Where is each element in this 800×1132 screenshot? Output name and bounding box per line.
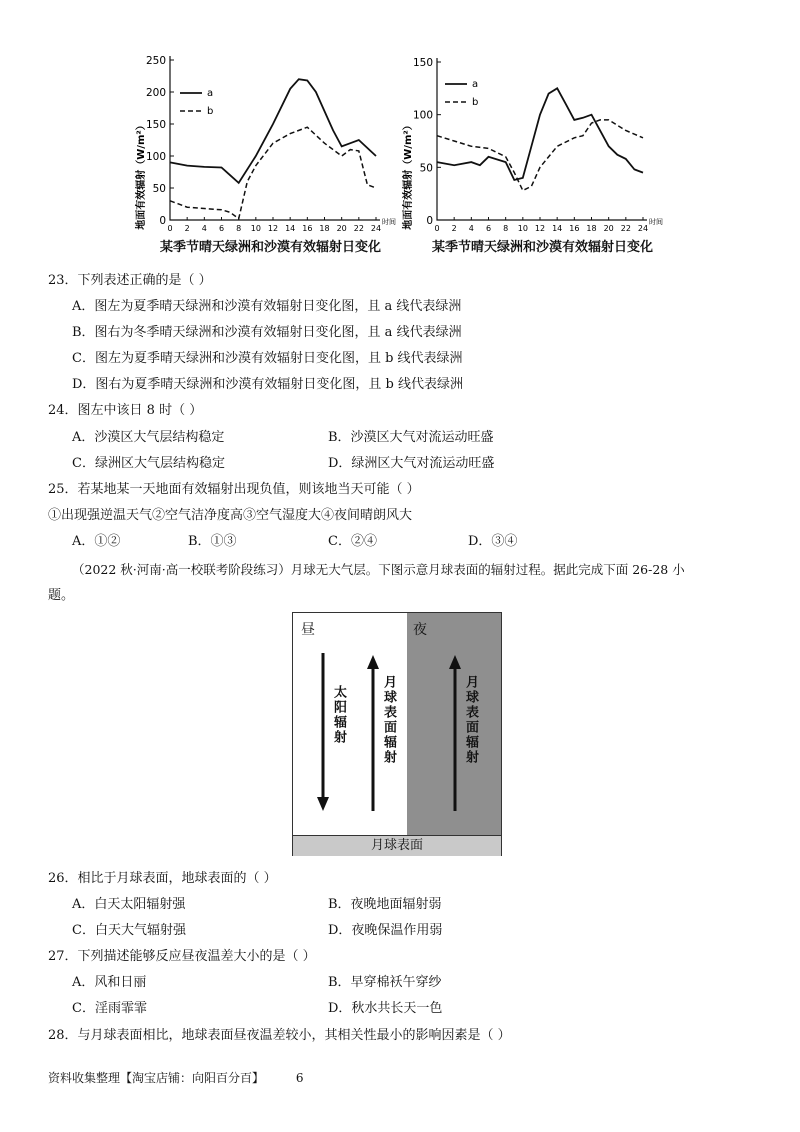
x-tick-label: 16: [569, 224, 580, 233]
x-tick-label: 8: [236, 224, 242, 233]
question-24-stem: 24．图左中该日 8 时（ ）: [48, 403, 203, 418]
left-chart-caption: 某季节晴天绿洲和沙漠有效辐射日变化: [160, 240, 382, 255]
right-plot-lines: [437, 88, 643, 190]
x-tick-label: 22: [620, 224, 631, 233]
q23-option-c: C．图左为夏季晴天绿洲和沙漠有效辐射日变化图，且 b 线代表绿洲: [72, 351, 463, 366]
y-tick-label: 50: [152, 183, 166, 195]
right-legend: [445, 79, 478, 108]
material-intro-line-1: （2022 秋·河南·高一校联考阶段练习）月球无大气层。下图示意月球表面的辐射过程。据此完成下面 26-28 小: [72, 562, 685, 577]
q26-option-c: C．白天大气辐射强: [72, 923, 186, 938]
day-label: 昼: [301, 622, 315, 638]
q23-option-a: A．图左为夏季晴天绿洲和沙漠有效辐射日变化图，且 a 线代表绿洲: [72, 299, 462, 314]
x-tick-label: 20: [336, 224, 347, 233]
material-intro-line-2: 题。: [48, 588, 75, 603]
y-tick-label: 100: [145, 151, 166, 163]
page-number: 6: [295, 1071, 304, 1085]
down-arrow-icon: [317, 797, 329, 811]
x-tick-label: 6: [485, 224, 492, 233]
y-tick-label: 200: [145, 87, 166, 99]
left-y-axis-title: 地面有效辐射（W/m²）: [136, 120, 147, 230]
q26-option-d: D．夜晚保温作用弱: [328, 923, 443, 938]
moon-radiation-night-label: 月球表面辐射: [463, 675, 478, 765]
x-tick-label: 12: [534, 224, 546, 233]
q25-option-a: A．①②: [72, 534, 121, 549]
footer: [48, 1069, 303, 1086]
q24-option-a: A．沙漠区大气层结构稳定: [72, 430, 225, 445]
x-tick-label: 10: [517, 224, 528, 233]
question-27-stem: 27．下列描述能够反应昼夜温差大小的是（ ）: [48, 949, 316, 964]
q27-option-a: A．风和日丽: [72, 975, 147, 990]
x-tick-label: 6: [218, 224, 225, 233]
x-tick-label: 8: [503, 224, 509, 233]
x-tick-label: 22: [353, 224, 364, 233]
right-chart: [395, 50, 685, 262]
axis-lines: [437, 58, 647, 220]
solar-radiation-label: 太阳辐射: [331, 685, 346, 745]
legend-b-label: b: [207, 106, 214, 117]
x-tick-label: 10: [250, 224, 261, 233]
x-tick-label: 20: [603, 224, 614, 233]
left-chart: [130, 50, 400, 262]
q26-option-b: B．夜晚地面辐射弱: [328, 897, 442, 912]
axis-lines: [170, 56, 380, 220]
left-plot-lines: [170, 79, 376, 219]
y-tick-label: 150: [412, 57, 433, 69]
q25-option-d: D．③④: [468, 534, 518, 549]
night-label: 夜: [413, 622, 427, 638]
x-tick-label: 2: [451, 224, 457, 233]
legend-a-label: a: [472, 79, 479, 90]
question-26-stem: 26．相比于月球表面，地球表面的（ ）: [48, 871, 277, 886]
x-tick-label: 2: [184, 224, 190, 233]
x-tick-label: 4: [201, 224, 207, 233]
right-y-axis-title: 地面有效辐射（W/m²）: [403, 120, 414, 230]
q23-option-d: D．图右为夏季晴天绿洲和沙漠有效辐射日变化图，且 b 线代表绿洲: [72, 377, 464, 392]
day-panel: [293, 613, 408, 835]
x-tick-label: 14: [285, 224, 296, 233]
x-tick-label: 0: [167, 224, 173, 233]
right-chart-caption: 某季节晴天绿洲和沙漠有效辐射日变化: [432, 240, 654, 255]
q25-option-c: C．②④: [328, 534, 377, 549]
x-tick-label: 4: [468, 224, 474, 233]
up-arrow-icon: [367, 655, 379, 669]
question-28-stem: 28．与月球表面相比，地球表面昼夜温差较小，其相关性最小的影响因素是（ ）: [48, 1028, 511, 1043]
left-legend: [180, 88, 213, 117]
series-a-line: [437, 88, 643, 180]
legend-b-label: b: [472, 97, 479, 108]
x-tick-label: 24: [637, 224, 649, 233]
q25-option-b: B．①③: [188, 534, 237, 549]
footer-text: 资料收集整理【淘宝店铺：向阳百分百】: [48, 1071, 265, 1085]
y-tick-label: 0: [426, 215, 433, 227]
series-b-line: [170, 127, 376, 219]
q24-option-c: C．绿洲区大气层结构稳定: [72, 456, 225, 471]
q24-option-b: B．沙漠区大气对流运动旺盛: [328, 430, 494, 445]
q27-option-c: C．淫雨霏霏: [72, 1001, 147, 1016]
q26-option-a: A．白天太阳辐射强: [72, 897, 186, 912]
moon-radiation-day-label: 月球表面辐射: [381, 675, 396, 765]
q24-option-d: D．绿洲区大气对流运动旺盛: [328, 456, 495, 471]
x-tick-label: 12: [267, 224, 279, 233]
question-25-stem: 25．若某地某一天地面有效辐射出现负值，则该地当天可能（ ）: [48, 482, 420, 497]
q23-option-b: B．图右为冬季晴天绿洲和沙漠有效辐射日变化图，且 a 线代表绿洲: [72, 325, 462, 340]
x-tick-label: 14: [552, 224, 563, 233]
moon-radiation-diagram: [292, 612, 502, 856]
series-b-line: [437, 120, 643, 191]
y-tick-label: 250: [145, 55, 166, 67]
x-tick-label: 18: [586, 224, 597, 233]
x-tick-label: 24: [370, 224, 382, 233]
night-panel: [407, 613, 501, 835]
q27-option-d: D．秋水共长天一色: [328, 1001, 443, 1016]
x-axis-unit-label: 时间: [382, 218, 396, 226]
y-tick-label: 50: [419, 162, 433, 175]
moon-surface-bar: 月球表面: [293, 835, 501, 856]
question-23-stem: 23．下列表述正确的是（ ）: [48, 273, 212, 288]
left-axis-ticks: [146, 55, 396, 233]
x-tick-label: 18: [319, 224, 330, 233]
y-tick-label: 0: [159, 215, 166, 227]
x-tick-label: 0: [434, 224, 440, 233]
q27-option-b: B．早穿棉袄午穿纱: [328, 975, 442, 990]
night-arrows: [407, 613, 501, 835]
x-tick-label: 16: [302, 224, 313, 233]
x-axis-unit-label: 时间: [649, 218, 663, 226]
y-tick-label: 150: [145, 119, 166, 131]
series-a-line: [170, 79, 376, 183]
up-arrow-icon: [449, 655, 461, 669]
question-25-statements: ①出现强逆温天气②空气洁净度高③空气湿度大④夜间晴朗风大: [48, 508, 413, 523]
y-tick-label: 100: [412, 109, 433, 122]
legend-a-label: a: [207, 88, 214, 99]
